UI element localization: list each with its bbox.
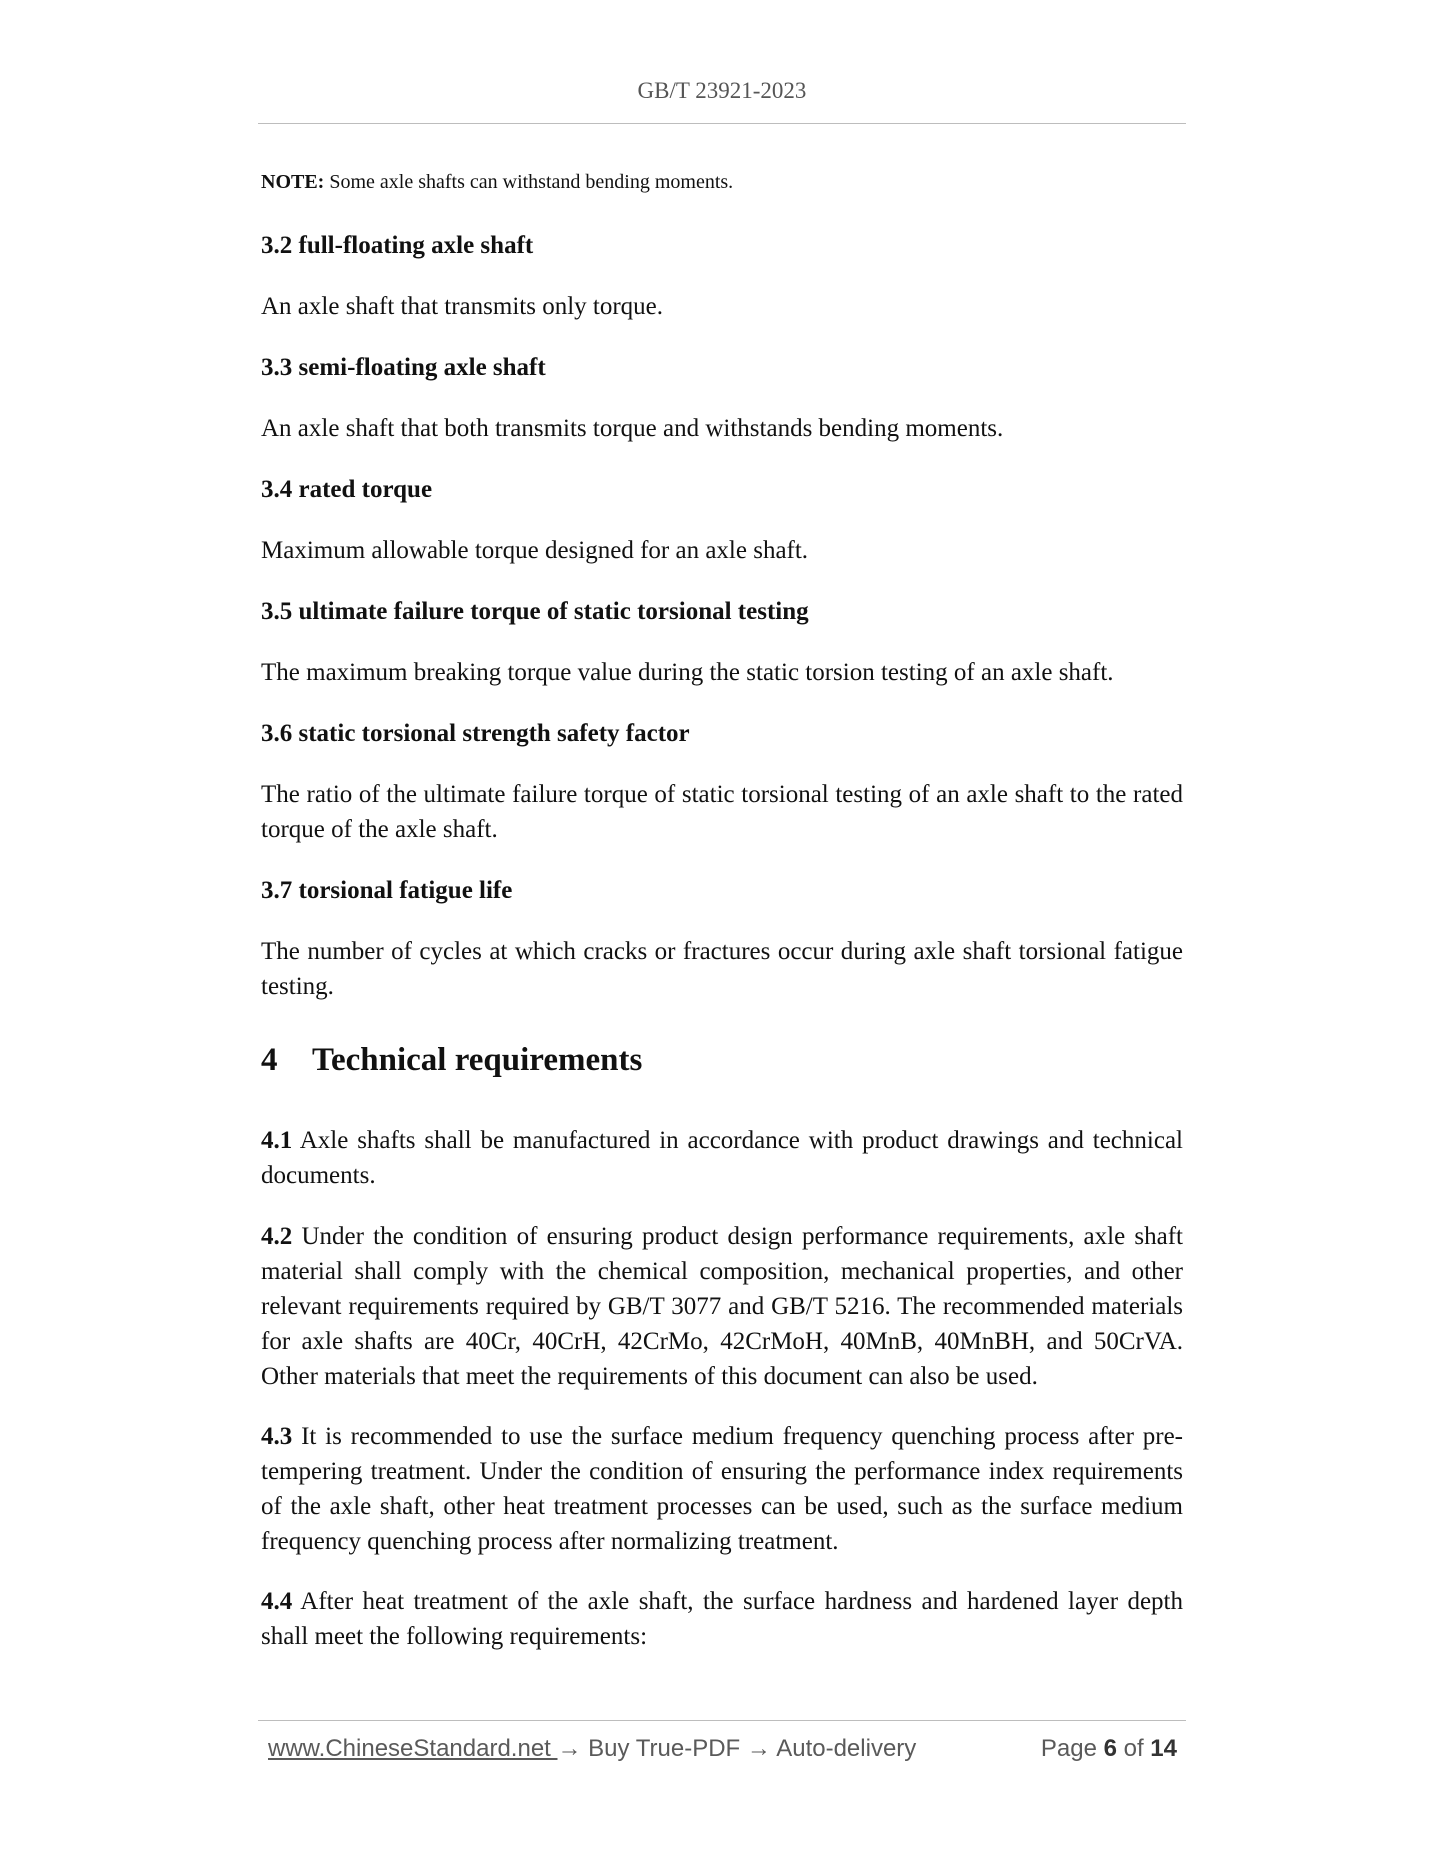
clause-number: 4.4 [261,1588,293,1615]
term-title: 3.2 full-floating axle shaft [261,232,534,259]
term-3-6 [261,716,1183,751]
clause-4-2 [261,1219,1183,1394]
website-link[interactable]: www.ChineseStandard.net [268,1735,558,1762]
term-3-7-definition-block [261,934,1183,1004]
page-of: of [1116,1735,1151,1762]
term-3-2 [261,228,1183,263]
clause-text: Axle shafts shall be manufactured in accordance with product drawings and technical documents. [261,1127,1183,1189]
section-heading [261,1040,1183,1080]
clause-4-4 [261,1584,1183,1654]
clause-number: 4.1 [261,1127,293,1154]
clause-text: After heat treatment of the axle shaft, the surface hardness and hardened layer depth shall meet the following requirements: [261,1588,1183,1650]
clause-text: Under the condition of ensuring product design performance requirements, axle shaft material shall comply with the chemical composition, mechanical properties, and other relevant requirements required by GB/T 3077 and GB/T 5216. The recommended materials for axle shafts are 40Cr, 40CrH, 42CrMo, 42CrMoH, 40MnB, 40MnBH, and 50CrVA. Other materials that meet the requirements of this document can also be used. [261,1223,1183,1390]
clause-text: It is recommended to use the surface medium frequency quenching process after pre-tempering treatment. Under the condition of ensuring the performance index requirements of the axle shaft, other heat treatment processes can be used, such as the surface medium frequency quenching process after normalizing treatment. [261,1423,1183,1555]
clause-number: 4.3 [261,1423,293,1450]
clause-4-3 [261,1419,1183,1559]
term-3-5 [261,594,1183,629]
section-number: 4 [261,1042,278,1078]
buy-true-pdf-text: Buy True-PDF [581,1735,747,1762]
arrow-right-icon: → [557,1735,582,1762]
term-3-3 [261,350,1183,385]
term-definition: Maximum allowable torque designed for an axle shaft. [261,537,809,564]
term-definition: An axle shaft that transmits only torque. [261,293,664,320]
term-definition: The maximum breaking torque value during the static torsion testing of an axle shaft. [261,659,1114,686]
header-divider [258,123,1186,124]
term-3-2-definition-block [261,289,1183,324]
term-title: 3.6 static torsional strength safety factor [261,720,690,747]
auto-delivery-text: Auto-delivery [770,1735,917,1762]
term-definition: An axle shaft that both transmits torque and withstands bending moments. [261,415,1004,442]
arrow-right-icon: → [746,1735,771,1762]
clause-4-1 [261,1123,1183,1193]
footer-links [268,1733,916,1765]
current-page: 6 [1103,1735,1117,1762]
note-label: NOTE: [261,171,325,193]
section-title: Technical requirements [312,1042,643,1078]
term-3-4-definition-block [261,533,1183,568]
term-title: 3.4 rated torque [261,476,433,503]
term-title: 3.3 semi-floating axle shaft [261,354,546,381]
page-number [1041,1733,1177,1765]
total-pages: 14 [1150,1735,1177,1762]
clause-number: 4.2 [261,1223,293,1250]
term-3-6-definition-block [261,777,1183,847]
term-3-4 [261,472,1183,507]
page-label: Page [1040,1735,1104,1762]
term-definition: The ratio of the ultimate failure torque of static torsional testing of an axle shaft to the rated torque of the axle shaft. [261,781,1183,843]
footer-divider [258,1720,1186,1721]
term-3-5-definition-block [261,655,1183,690]
note-text: Some axle shafts can withstand bending moments. [324,171,734,193]
term-definition: The number of cycles at which cracks or fractures occur during axle shaft torsional fatigue testing. [261,938,1183,1000]
term-3-7 [261,873,1183,908]
note-block [261,167,1183,197]
term-title: 3.5 ultimate failure torque of static torsional testing [261,598,809,625]
term-title: 3.7 torsional fatigue life [261,877,513,904]
page-header: GB/T 23921-2023 [637,78,807,103]
term-3-3-definition-block [261,411,1183,446]
